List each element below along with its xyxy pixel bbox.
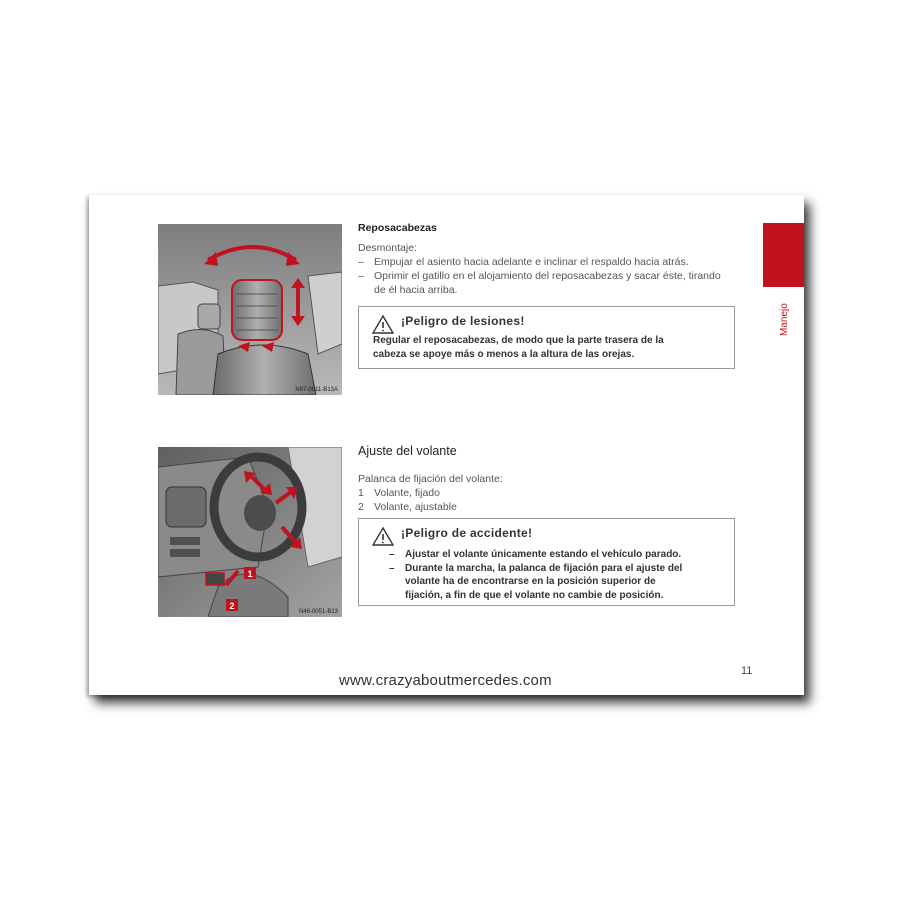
- list-item: [358, 486, 748, 500]
- accident-warning-box: [358, 518, 735, 606]
- list-item: [358, 283, 748, 297]
- callout-2: 2: [229, 601, 235, 611]
- item-number: 2: [358, 501, 364, 513]
- headrest-photo: [158, 224, 342, 395]
- warning-line-text: Durante la marcha, la palanca de fijación para el ajuste del: [405, 562, 683, 574]
- section-tab-label: Manejo: [779, 303, 790, 336]
- item-number: 1: [358, 487, 364, 499]
- manual-page: [89, 195, 804, 695]
- warning-line: Regular el reposacabezas, de modo que la parte trasera de la: [373, 335, 664, 346]
- callout-1: 1: [247, 569, 253, 579]
- warning-text: [389, 548, 729, 602]
- dash-marker: [389, 575, 405, 589]
- warning-line: [389, 575, 729, 589]
- warning-line: cabeza se apoye más o menos a la altura de las orejas.: [373, 348, 635, 360]
- warning-line: [389, 548, 729, 562]
- warning-line: [389, 589, 729, 603]
- item-text: Volante, ajustable: [374, 501, 457, 513]
- item-text: Volante, fijado: [374, 487, 440, 499]
- page-number: 11: [741, 665, 753, 677]
- list-item: [358, 269, 748, 283]
- image-code: N46-0051-B13: [298, 609, 338, 615]
- headrest-illustration: [158, 224, 342, 395]
- steering-illustration: [158, 447, 342, 617]
- warning-text: [373, 334, 728, 361]
- warning-line-text: volante ha de encontrarse en la posición superior de: [405, 576, 656, 587]
- steering-intro: Palanca de fijación del volante:: [358, 473, 503, 485]
- dash-marker: –: [358, 270, 364, 282]
- headrest-intro: Desmontaje:: [358, 242, 417, 254]
- warning-title: ¡Peligro de accidente!: [401, 526, 533, 540]
- image-code: N97-0011-B13A: [295, 387, 338, 393]
- steering-photo: [158, 447, 342, 617]
- section-tab-marker: [763, 223, 804, 287]
- injury-warning-box: [358, 306, 735, 369]
- warning-line-text: Ajustar el volante únicamente estando el vehículo parado.: [405, 549, 682, 560]
- dash-marker: –: [358, 256, 364, 268]
- warning-line-text: fijación, a fin de que el volante no cambie de posición.: [405, 589, 664, 601]
- dash-marker: –: [389, 549, 395, 560]
- list-item: [358, 255, 748, 269]
- headrest-title: Reposacabezas: [358, 222, 437, 234]
- steering-title: Ajuste del volante: [358, 444, 457, 458]
- list-item: [358, 500, 748, 514]
- step-text: Empujar el asiento hacia adelante e inclinar el respaldo hacia atrás.: [374, 256, 689, 268]
- headrest-instructions: [358, 241, 748, 297]
- dash-marker: [358, 283, 374, 297]
- warning-title: ¡Peligro de lesiones!: [401, 314, 525, 328]
- steering-instructions: [358, 472, 748, 514]
- step-text: de él hacia arriba.: [374, 284, 458, 296]
- dash-marker: –: [389, 562, 395, 574]
- warning-line: [389, 562, 729, 576]
- step-text: Oprimir el gatillo en el alojamiento del reposacabezas y sacar éste, tirando: [374, 270, 721, 282]
- watermark-url: www.crazyaboutmercedes.com: [339, 672, 552, 689]
- dash-marker: [389, 589, 405, 603]
